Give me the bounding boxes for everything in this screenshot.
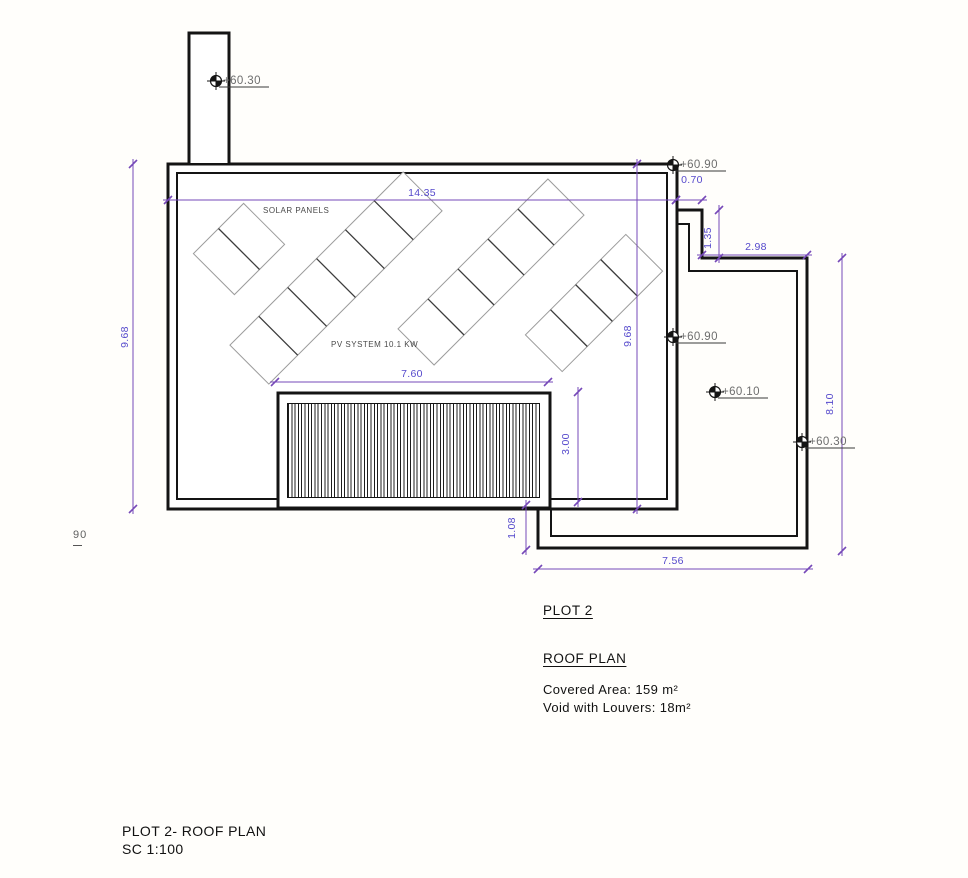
dimension (824, 253, 846, 556)
level-marker (793, 433, 855, 451)
dimension (702, 205, 723, 263)
level-marker (664, 328, 726, 346)
pv-system-label: PV SYSTEM 10.1 KW (331, 340, 419, 349)
dimension (119, 159, 137, 514)
louver-hatch-pattern (287, 403, 540, 498)
dimension-label: 1.08 (506, 517, 518, 539)
level-marker-quadrant (710, 387, 716, 393)
level-label: +60.30 (223, 75, 261, 87)
covered-area-note: Covered Area: 159 m² (543, 682, 679, 697)
dimension (533, 555, 813, 573)
sheet-title-line2: SC 1:100 (122, 841, 184, 857)
level-marker (706, 383, 768, 401)
dimension-label: 7.56 (662, 555, 684, 567)
dimension-label: 0.70 (681, 174, 703, 186)
level-label: +60.90 (680, 331, 718, 343)
dimension-label: 8.10 (824, 393, 836, 415)
chimney-fill (190, 34, 228, 163)
sheet-title (122, 822, 266, 858)
level-marker (664, 156, 726, 174)
notes-spacer (543, 618, 691, 651)
sheet-title-line1: PLOT 2- ROOF PLAN (122, 823, 267, 839)
notes-block (543, 603, 691, 717)
level-label: +60.30 (809, 436, 847, 448)
void-louvers-note: Void with Louvers: 18m² (543, 700, 691, 715)
stray-level-label: 90 (73, 529, 88, 541)
dimension (697, 241, 812, 259)
dimension-label: 9.68 (119, 326, 131, 348)
plan-heading: ROOF PLAN (543, 651, 627, 666)
level-label: +60.10 (722, 386, 760, 398)
dimension-label: 1.35 (702, 227, 714, 249)
solar-panels-label: SOLAR PANELS (263, 206, 330, 215)
level-label: +60.90 (680, 159, 718, 171)
dimension-label: 3.00 (560, 433, 572, 455)
level-marker (207, 72, 269, 90)
dimension-label: 7.60 (401, 368, 423, 380)
notes-spacer (543, 666, 691, 681)
dimension-label: 2.98 (745, 241, 767, 253)
plot-heading: PLOT 2 (543, 603, 593, 618)
stray-label-underline (73, 545, 82, 546)
level-marker-quadrant (715, 392, 721, 398)
dimension-label: 9.68 (622, 325, 634, 347)
dimension-label: 14.35 (408, 187, 436, 199)
level-marker-quadrant (668, 160, 674, 166)
